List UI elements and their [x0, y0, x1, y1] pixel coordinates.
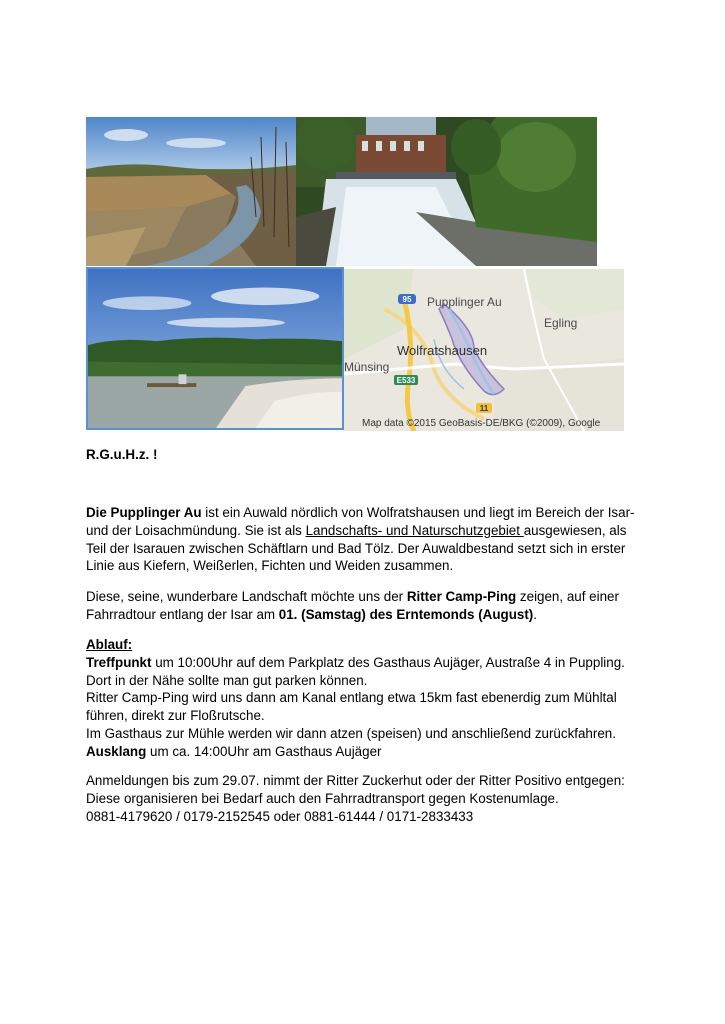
intro-text-1: ist ein Auwald nördlich von Wolfratshausen und liegt im Bereich der Isar- und der Loisachmündung. Sie ist als: [86, 505, 635, 538]
invite-text-1: Diese, seine, wunderbare Landschaft möchte uns der: [86, 589, 407, 604]
invite-text-3: .: [533, 606, 537, 622]
map-label-munsing: Münsing: [344, 360, 390, 374]
end-text: um ca. 14:00Uhr am Gasthaus Aujäger: [146, 743, 382, 759]
knight-name: Ritter Camp-Ping: [406, 589, 517, 604]
photo-weir-flossrutsche: [296, 117, 597, 266]
parking-note: Dort in der Nähe sollte man gut parken können.: [86, 672, 368, 688]
invite-paragraph: [86, 588, 646, 624]
registration-section: [86, 772, 646, 825]
intro-paragraph: [86, 504, 646, 575]
route-description: Ritter Camp-Ping wird uns dann am Kanal entlang etwa 15km fast ebenerdig zum Mühltal führen, direkt zur Floßrutsche.: [86, 690, 617, 724]
map-label-e533: E533: [396, 376, 416, 385]
photo-isar-shore: [86, 267, 344, 430]
end-label: Ausklang: [86, 743, 147, 759]
tour-date: 01. (Samstag) des Erntemonds (August): [278, 606, 534, 622]
greeting: [86, 446, 646, 464]
map-label-wolfratshausen: Wolfratshausen: [397, 343, 488, 358]
meeting-point-label: Treffpunkt: [86, 654, 152, 670]
place-name: Die Pupplinger Au: [86, 505, 202, 520]
registration-line-1: Anmeldungen bis zum 29.07. nimmt der Ritter Zuckerhut oder der Ritter Positivo entgegen:: [86, 773, 625, 788]
photo-isar-river: [86, 117, 296, 266]
map-pupplinger-au: [344, 269, 624, 431]
lunch-note: Im Gasthaus zur Mühle werden wir dann atzen (speisen) und anschließend zurückfahren.: [86, 725, 616, 741]
registration-line-2: Diese organisieren bei Bedarf auch den Fahrradtransport gegen Kostenumlage.: [86, 790, 559, 806]
schedule-section: [86, 636, 646, 761]
map-label-road95: 95: [402, 295, 412, 304]
meeting-point-text: um 10:00Uhr auf dem Parkplatz des Gasthaus Aujäger, Austraße 4 in Puppling.: [151, 654, 625, 670]
map-label-pupplinger: Pupplinger Au: [427, 295, 502, 309]
map-label-egling: Egling: [544, 316, 578, 330]
map-label-road11: 11: [479, 404, 489, 413]
phone-numbers: 0881-4179620 / 0179-2152545 oder 0881-61444 / 0171-2833433: [86, 808, 474, 824]
greeting-text: R.G.u.H.z. !: [86, 447, 158, 462]
schedule-heading: Ablauf:: [86, 637, 133, 652]
nature-reserve-link[interactable]: Landschafts- und Naturschutzgebiet: [305, 522, 524, 538]
invite-text-2: zeigen, auf einer Fahrradtour entlang der Isar am: [86, 589, 619, 622]
map-attribution: Map data ©2015 GeoBasis-DE/BKG (©2009), Google: [362, 418, 601, 429]
intro-text-2: ausgewiesen, als Teil der Isarauen zwischen Schäftlarn und Bad Tölz. Der Auwaldbestand setzt sich in erster Linie aus Kiefern, Weißerlen, Fichten und Weiden zusammen.: [86, 522, 627, 574]
